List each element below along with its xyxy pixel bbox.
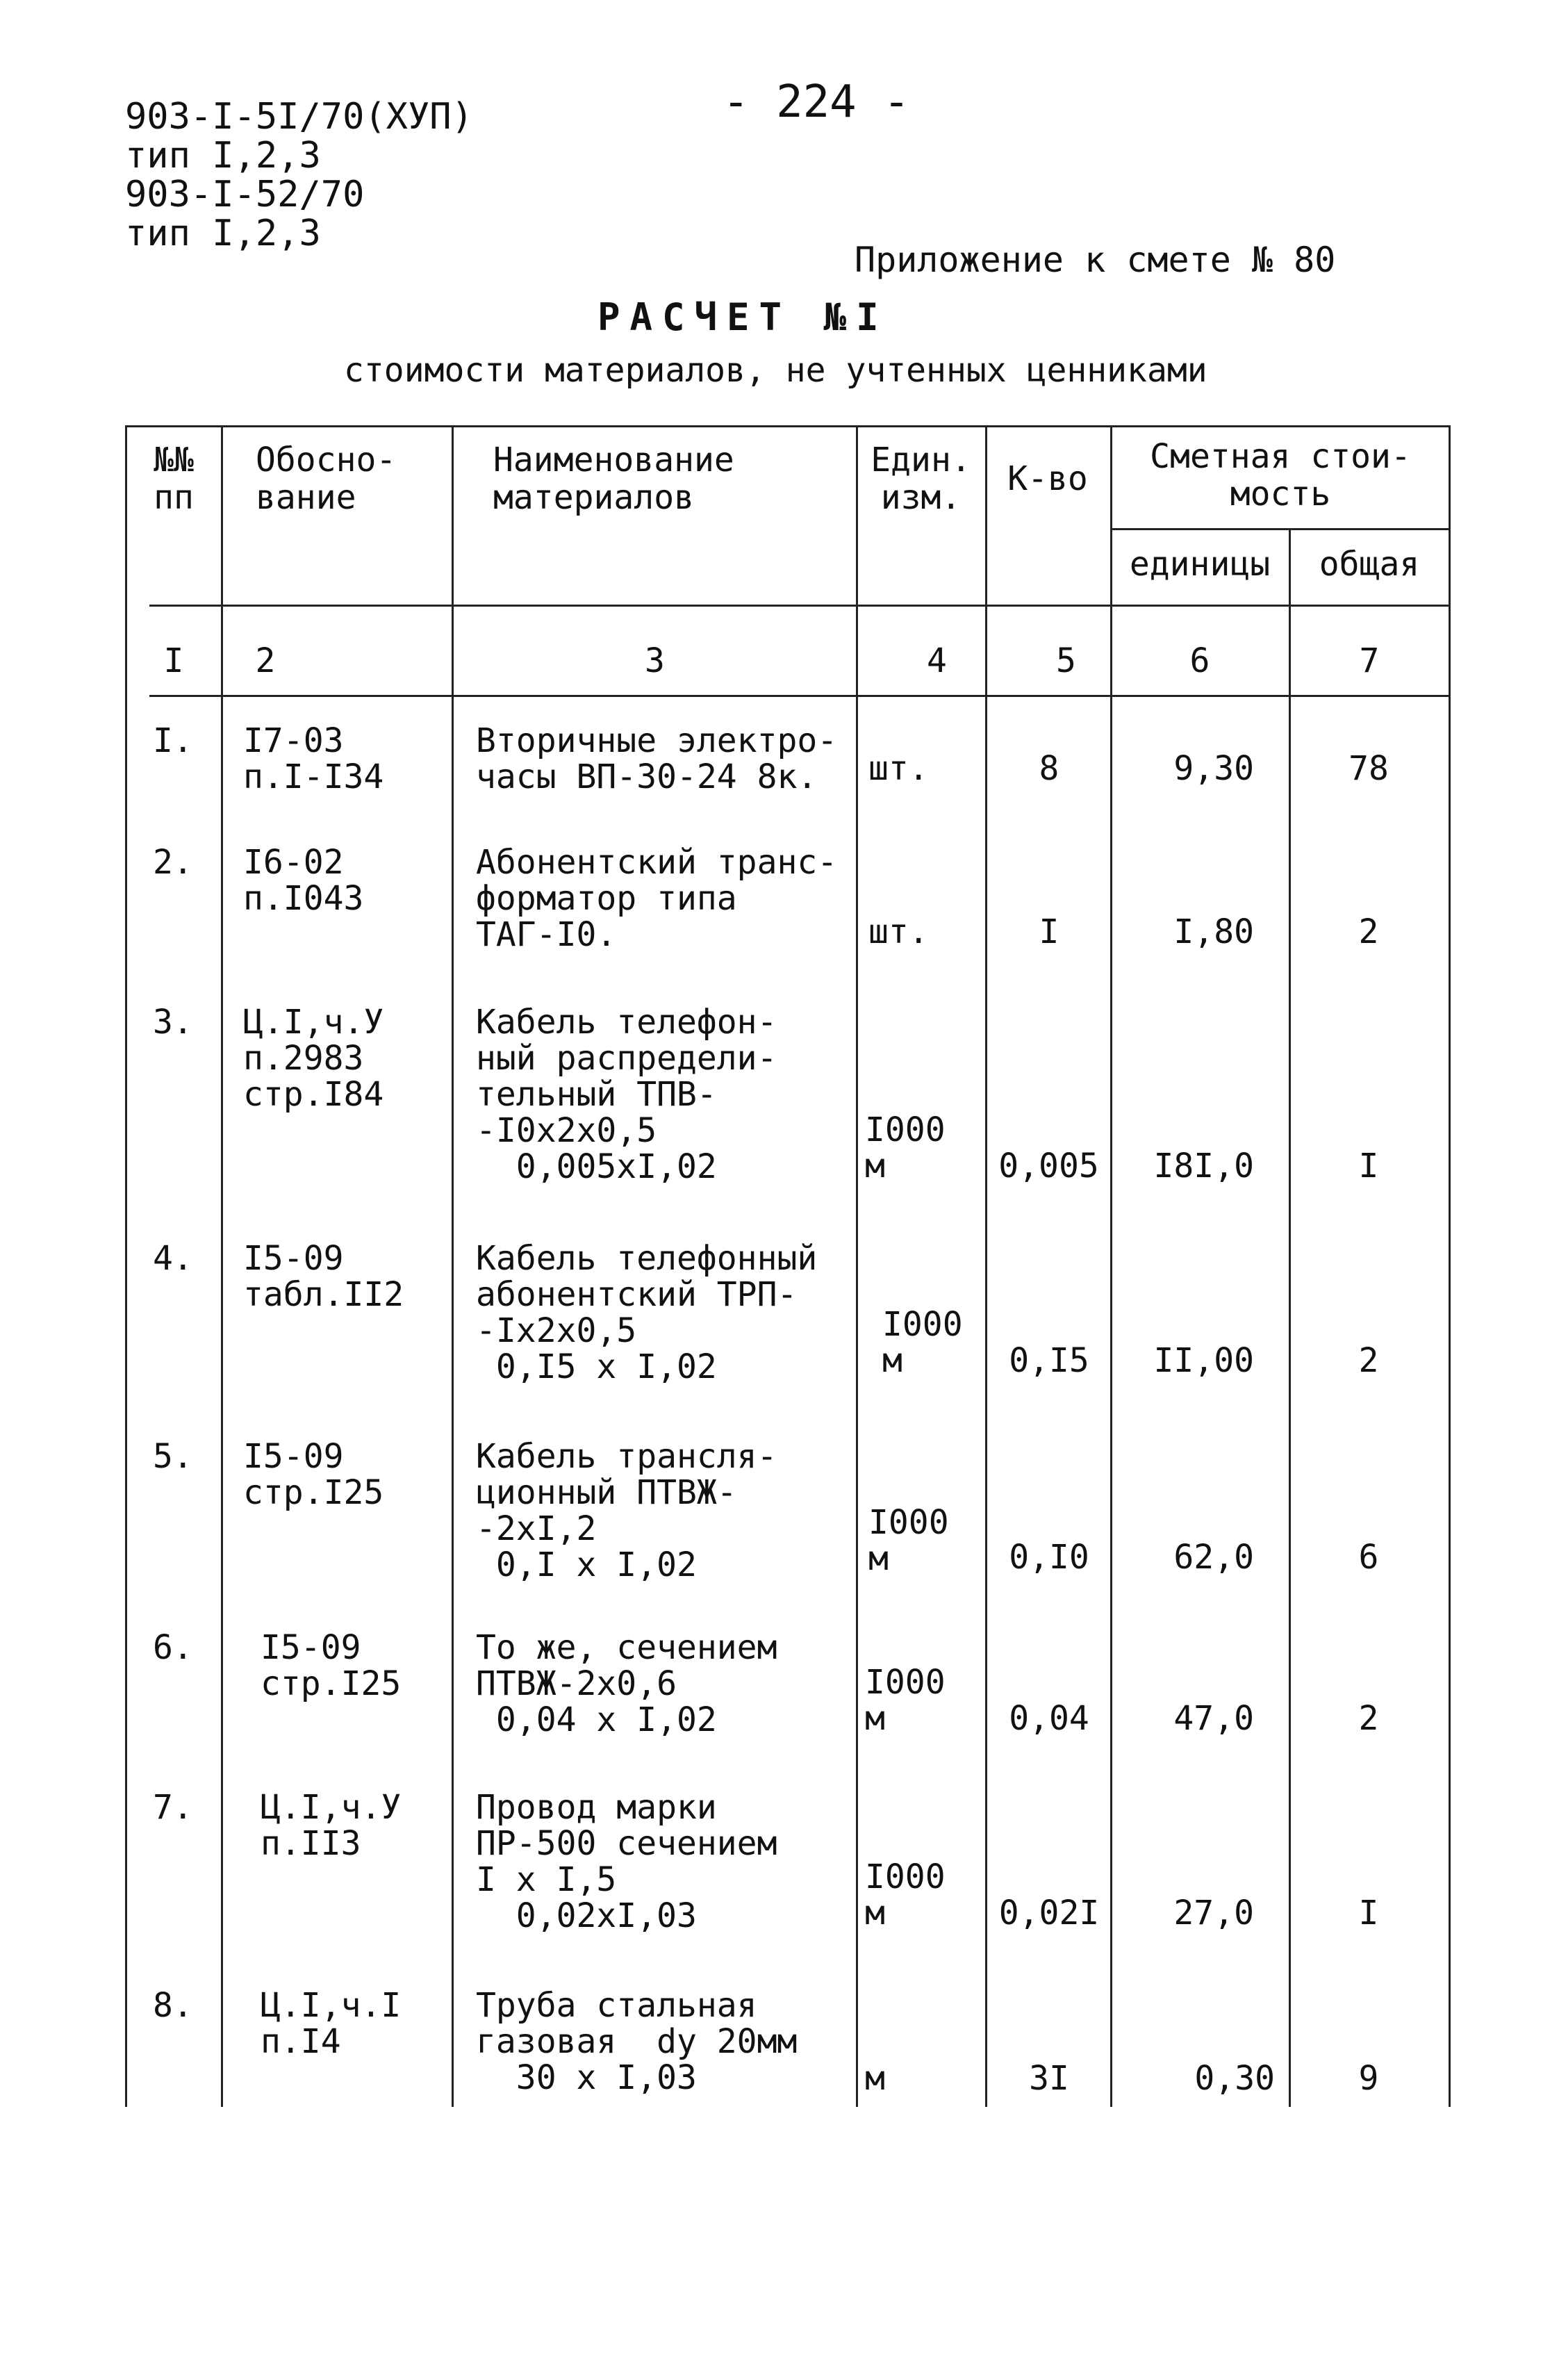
- header-qty: К-во: [1007, 459, 1088, 498]
- column-number: I: [163, 641, 184, 680]
- row-total: I: [1358, 1147, 1379, 1185]
- header-cost: Сметная стои- мость: [1150, 437, 1411, 514]
- row-unit-cost: 27,0: [1173, 1894, 1254, 1932]
- page-subtitle: стоимости материалов, не учтенных ценниками: [344, 351, 1207, 390]
- row-unit: I000 м: [865, 1663, 946, 1738]
- page-title: РАСЧЕТ №I: [597, 295, 889, 339]
- row-unit-cost: 47,0: [1173, 1699, 1254, 1738]
- row-total: 2: [1358, 1699, 1379, 1738]
- row-name: Кабель телефон- ный распредели- тельный ТПВ- -I0x2x0,5 0,005xI,02: [476, 1003, 777, 1186]
- row-qty: 8: [1039, 749, 1059, 788]
- cost-subheader-border: [1112, 528, 1449, 530]
- header-num: №№ пп: [154, 441, 194, 517]
- header-unit-cost: единицы: [1129, 545, 1271, 584]
- row-unit-cost: II,00: [1153, 1341, 1254, 1380]
- row-basis: I5-09 стр.I25: [243, 1437, 384, 1512]
- row-total: 9: [1358, 2059, 1379, 2098]
- row-num: 4.: [153, 1239, 193, 1278]
- column-number: 6: [1189, 641, 1210, 680]
- row-name: Труба стальная газовая dу 20мм 30 x I,03: [476, 1986, 798, 2097]
- row-total: 2: [1358, 1341, 1379, 1380]
- header-unit: Един. изм.: [871, 441, 971, 517]
- row-unit: I000 м: [868, 1503, 949, 1578]
- row-unit: шт.: [868, 749, 929, 788]
- document-code-line: тип I,2,3: [125, 213, 321, 254]
- row-unit-cost: 62,0: [1173, 1538, 1254, 1577]
- row-basis: Ц.I,ч.У п.2983 стр.I84: [243, 1003, 384, 1114]
- row-name: Провод марки ПР-500 сечением I x I,5 0,02xI,03: [476, 1788, 777, 1935]
- row-name: Абонентский транс- форматор типа ТАГ-I0.: [476, 843, 838, 954]
- col-border-2: [452, 425, 454, 2107]
- row-qty: 3I: [1029, 2059, 1069, 2098]
- row-name: Кабель телефонный абонентский ТРП- -Ix2x0,5 0,I5 x I,02: [476, 1239, 818, 1386]
- table-top-border: [125, 425, 1449, 427]
- row-total: I: [1358, 1894, 1379, 1932]
- document-code-line: тип I,2,3: [125, 135, 321, 177]
- row-total: 6: [1358, 1538, 1379, 1577]
- row-basis: Ц.I,ч.I п.I4: [261, 1986, 402, 2061]
- page-number: - 224 -: [723, 76, 910, 128]
- document-code-line: 903-I-5I/70(ХУП): [125, 96, 473, 138]
- row-qty: 0,I0: [1009, 1538, 1089, 1577]
- document-code-block: [125, 97, 473, 253]
- row-qty: 0,005: [998, 1147, 1099, 1185]
- row-num: 6.: [153, 1628, 193, 1667]
- col-border-1: [221, 425, 223, 2107]
- row-name: Вторичные электро- часы ВП-30-24 8к.: [476, 721, 838, 796]
- col-border-6: [1289, 528, 1291, 2107]
- document-code-line: 903-I-52/70: [125, 174, 365, 215]
- row-unit-cost: I8I,0: [1153, 1147, 1254, 1185]
- row-unit: I000 м: [865, 1857, 946, 1932]
- col-border-3: [856, 425, 858, 2107]
- column-number: 2: [255, 641, 276, 680]
- header-total: общая: [1319, 545, 1420, 584]
- row-num: 3.: [153, 1003, 193, 1042]
- row-unit-cost: I,80: [1173, 912, 1254, 951]
- row-unit: м: [865, 2059, 885, 2098]
- column-number: 7: [1359, 641, 1380, 680]
- row-basis: I5-09 табл.II2: [243, 1239, 404, 1314]
- table-left-border: [125, 425, 127, 2107]
- row-qty: 0,04: [1009, 1699, 1089, 1738]
- column-number: 5: [1056, 641, 1076, 680]
- number-row-border: [149, 695, 1449, 697]
- appendix-label: Приложение к смете № 80: [855, 240, 1336, 280]
- row-num: 8.: [153, 1986, 193, 2025]
- header-basis: Обосно- вание: [256, 441, 397, 517]
- table-right-border: [1449, 425, 1451, 2107]
- row-unit: шт.: [868, 912, 929, 951]
- row-num: I.: [153, 721, 193, 760]
- row-basis: I6-02 п.I043: [243, 843, 364, 918]
- row-basis: I5-09 стр.I25: [261, 1628, 402, 1703]
- row-total: 2: [1358, 912, 1379, 951]
- row-qty: 0,02I: [998, 1894, 1100, 1932]
- row-qty: 0,I5: [1009, 1341, 1089, 1380]
- row-basis: I7-03 п.I-I34: [243, 721, 384, 796]
- header-bottom-border: [149, 605, 1449, 607]
- column-number: 4: [927, 641, 947, 680]
- row-basis: Ц.I,ч.У п.II3: [261, 1788, 402, 1863]
- column-number: 3: [645, 641, 665, 680]
- row-num: 2.: [153, 843, 193, 882]
- row-unit: I000 м: [882, 1305, 963, 1380]
- row-unit-cost: 0,30: [1194, 2059, 1275, 2098]
- row-num: 7.: [153, 1788, 193, 1827]
- row-name: То же, сечением ПТВЖ-2x0,6 0,04 x I,02: [476, 1628, 777, 1739]
- row-qty: I: [1039, 912, 1059, 951]
- header-name: Наименование материалов: [493, 441, 734, 517]
- row-name: Кабель трансля- ционный ПТВЖ- -2xI,2 0,I x I,02: [476, 1437, 777, 1584]
- row-unit-cost: 9,30: [1173, 749, 1254, 788]
- row-num: 5.: [153, 1437, 193, 1476]
- row-total: 78: [1348, 749, 1389, 788]
- row-unit: I000 м: [865, 1110, 946, 1185]
